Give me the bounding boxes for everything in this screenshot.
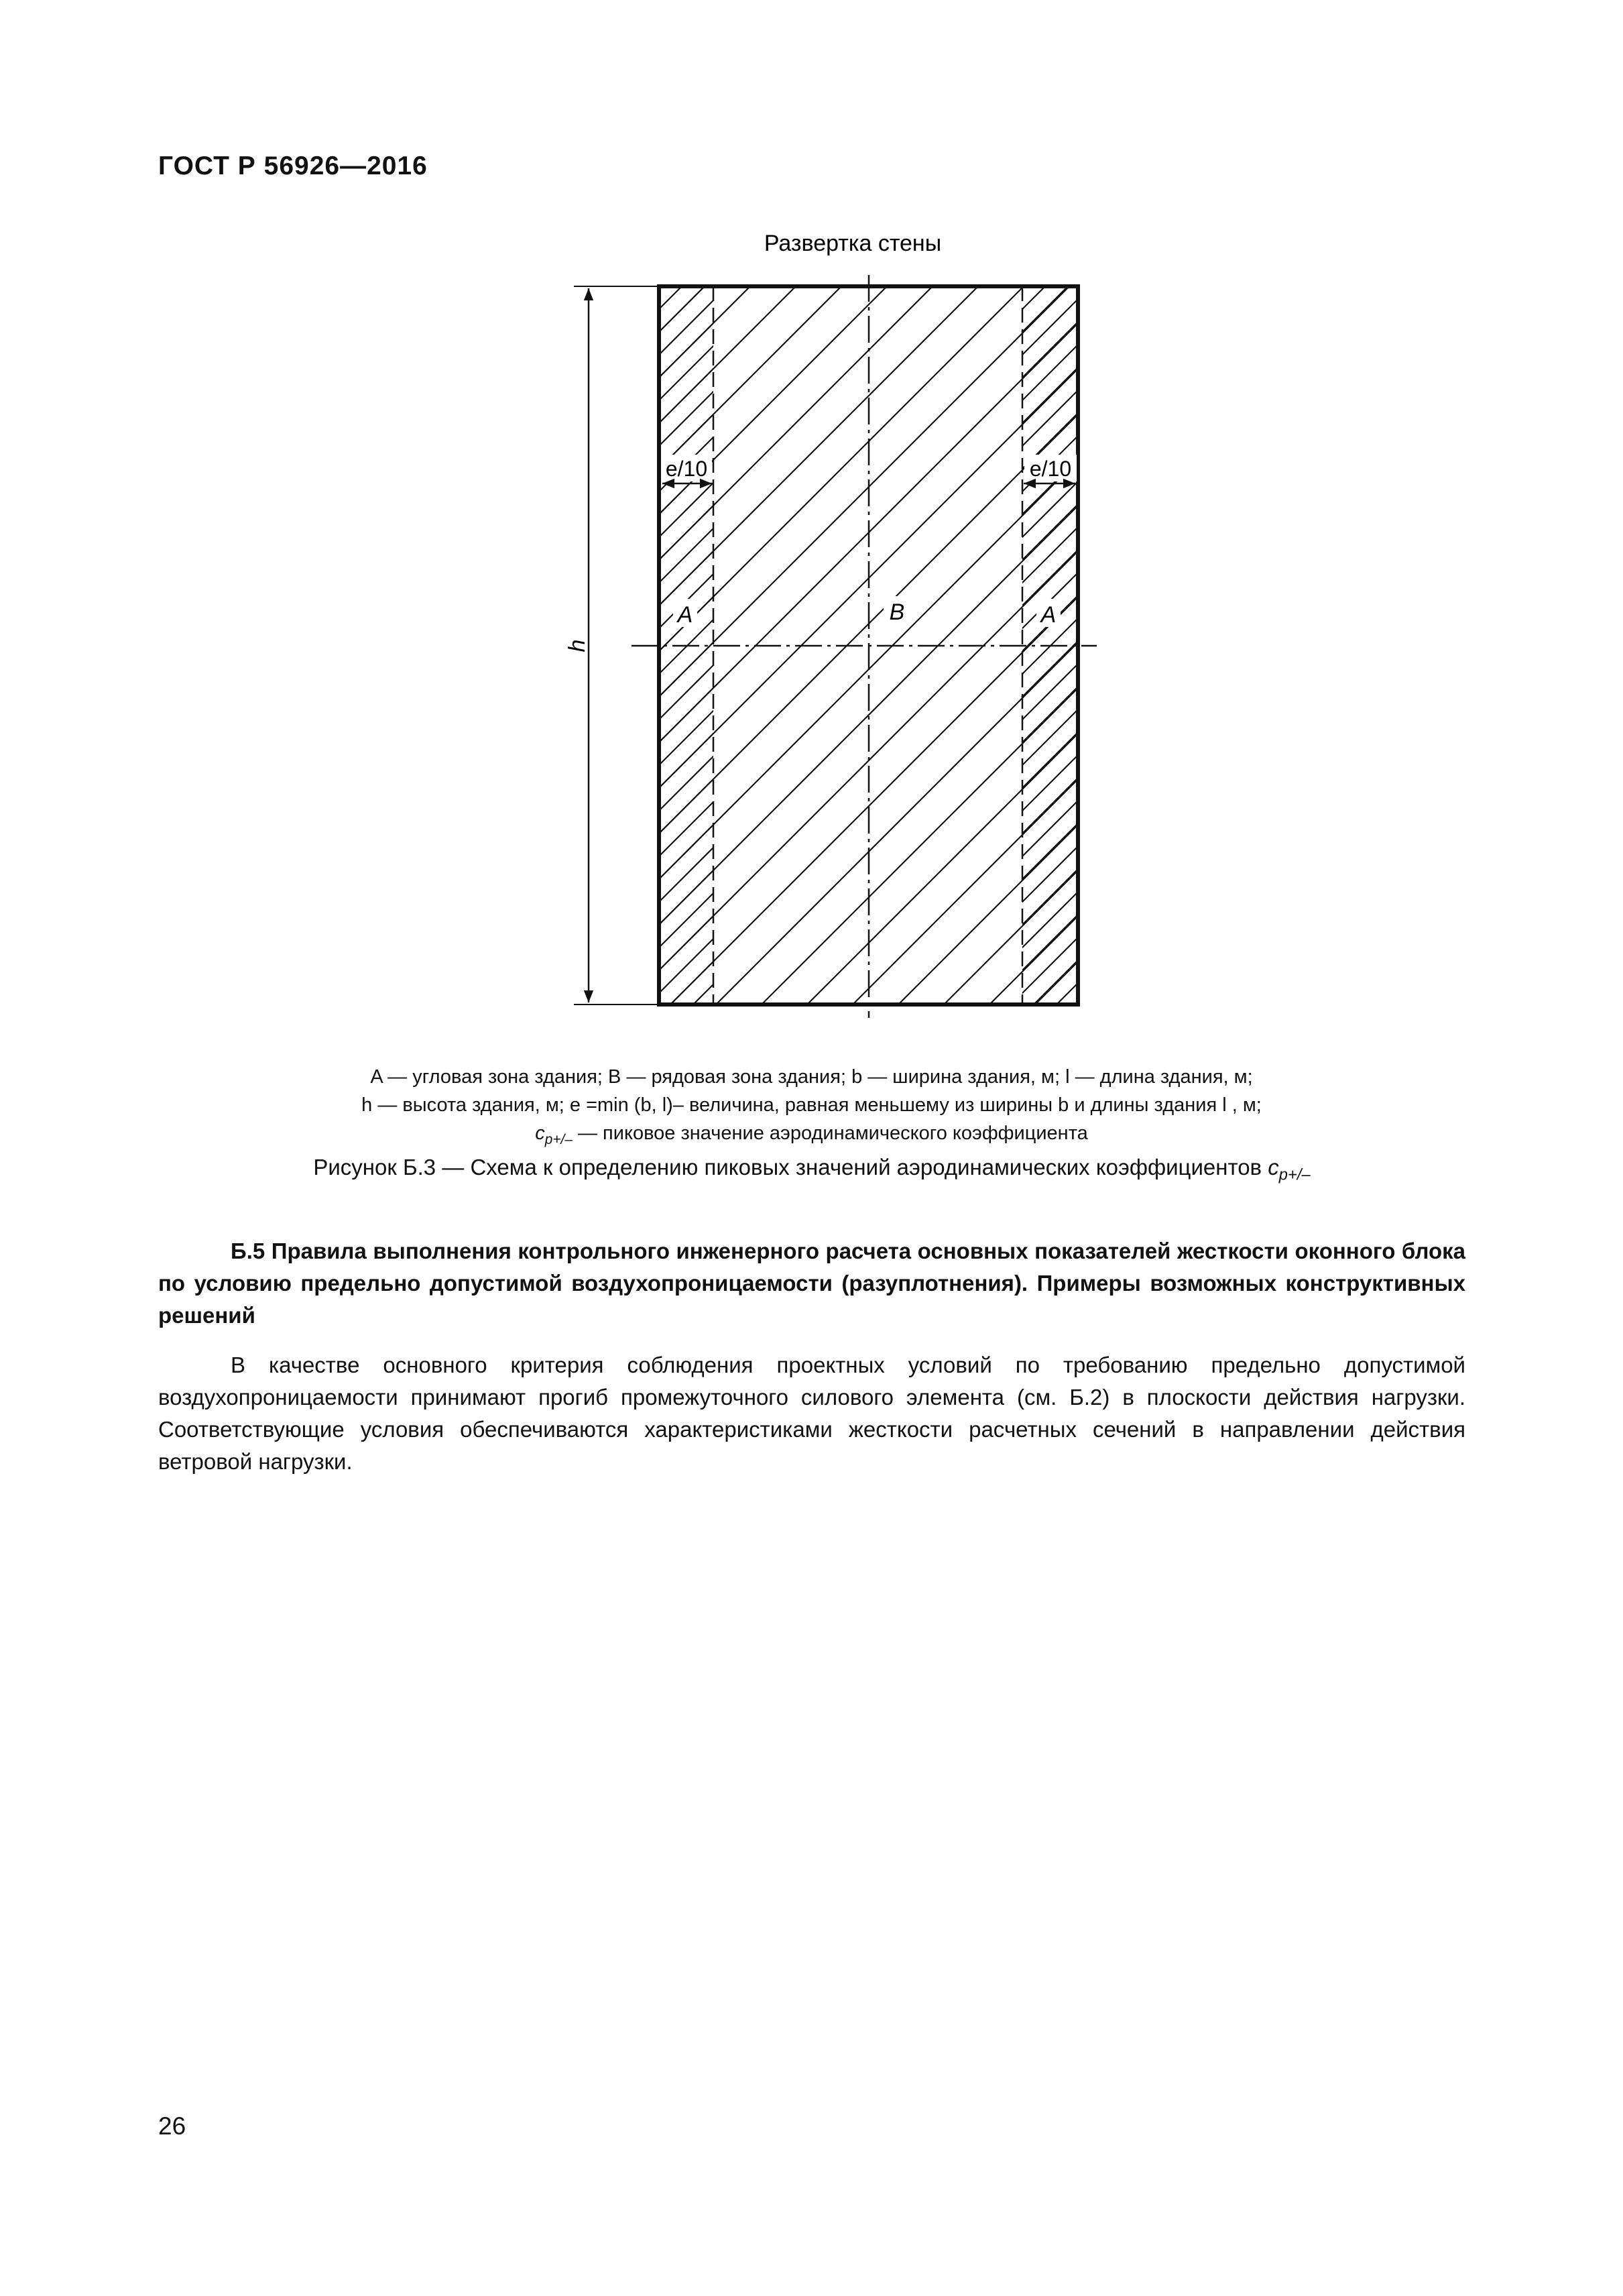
hatch-line [0,286,708,1005]
hatch-line [1400,286,1623,1005]
hatch-line [1537,286,1623,1005]
hatch-line [1262,286,1623,1005]
hatch-line [1309,286,1623,1005]
hatch-line [1307,286,1623,1005]
hatch-line [1081,286,1623,1005]
hatch-line [1034,286,1623,1005]
hatch-line [806,286,1524,1005]
hatch-line [1035,286,1623,1005]
hatch-line [1581,286,1623,1005]
legend-line-1: A — угловая зона здания; B — рядовая зона здания; b — ширина здания, м; l — длина здания, м; [370,1066,1253,1088]
section-body: В качестве основного критерия соблюдения проектных условий по требованию предельно допустимой воздухопроницаемости принимают прогиб промежуточного силового элемента (см. Б.2) в плоскости действия нагрузки. Соответствующие условия обеспечиваются характеристиками жесткости расчетных сечений в направлении действия ветровой нагрузки. [158,1353,1465,1474]
hatch-line [0,286,708,1005]
hatch-line [1354,286,1623,1005]
hatch-line [921,286,1623,1005]
hatch-line [1467,286,1623,1005]
caption-symbol: c [1268,1155,1279,1180]
hatch-line [1058,286,1623,1005]
hatch-line [1217,286,1623,1005]
hatch-line [1512,286,1623,1005]
zone-label-a-right: A [1040,602,1057,628]
hatch-line [1558,286,1623,1005]
hatch-line [1011,286,1623,1005]
hatch-line [760,286,1478,1005]
figure-caption [158,1155,1465,1185]
hatch-line [1102,286,1623,1005]
figure-title: Развертка стены [764,231,942,256]
legend-symbol: c [535,1123,545,1144]
legend-line-3 [201,1119,1422,1154]
legend-symbol-sub: p+/– [544,1131,573,1147]
height-label: h [564,639,590,652]
hatch-line [807,286,1525,1005]
hatch-line [1217,286,1623,1005]
hatch-line [1149,286,1623,1005]
hatch-line [0,286,659,1005]
hatch-line [1103,286,1623,1005]
hatch-line [1035,286,1623,1005]
hatch-line [1286,286,1623,1005]
hatch-line [1309,286,1623,1005]
hatch-line [1195,286,1623,1005]
hatch-line [1423,286,1623,1005]
figure-legend [201,1063,1422,1154]
hatch-line [1057,286,1623,1005]
hatch-line [1331,286,1623,1005]
hatch-line [1172,286,1623,1005]
hatch-line [1126,286,1623,1005]
zone-label-b: B [889,599,905,625]
hatch-line [1490,286,1623,1005]
hatch-line [1170,286,1623,1005]
caption-text: Рисунок Б.3 — Схема к определению пиковых значений аэродинамических коэффициентов [313,1155,1268,1180]
dim-label-right: e/10 [1029,457,1072,481]
hatch-line [1081,286,1623,1005]
hatch-line [1353,286,1623,1005]
hatch-line [1421,286,1623,1005]
hatch-line [1604,286,1623,1005]
legend-line-3-text: — пиковое значение аэродинамического коэффициента [572,1123,1088,1144]
hatch-line [1172,286,1623,1005]
hatch-line [1377,286,1623,1005]
hatch-line [1376,286,1623,1005]
dim-label-left: e/10 [665,457,708,481]
hatch-line [1240,286,1623,1005]
hatch-line [1193,286,1623,1005]
hatch-line [1148,286,1623,1005]
legend-line-2: h — высота здания, м; e =min (b, l)– величина, равная меньшему из ширины b и длины здания l , м; [361,1094,1262,1116]
hatch-line [1535,286,1623,1005]
document-header: ГОСТ Р 56926—2016 [158,152,428,180]
hatch-line [0,286,659,1005]
hatch-line [1216,286,1623,1005]
hatch-line [1263,286,1623,1005]
hatch-line [1012,286,1623,1005]
hatch-line [1444,286,1623,1005]
hatch-line [1582,286,1623,1005]
page-number: 26 [158,2112,186,2140]
section-heading: Б.5 Правила выполнения контрольного инженерного расчета основных показателей жесткости оконного блока по условию предельно допустимой воздухопроницаемости (разуплотнения). Примеры возможных конструктивных решений [158,1239,1465,1328]
hatch-line [1491,286,1623,1005]
hatch-line [1079,286,1623,1005]
hatch-line [9,286,727,1005]
zone-label-a-left: A [677,602,693,628]
caption-symbol-sub: p+/– [1278,1165,1311,1184]
hatch-line [1263,286,1623,1005]
hatch-line [1284,286,1623,1005]
hatch-line [1330,286,1623,1005]
hatch-line [1125,286,1623,1005]
hatch-line [1445,286,1623,1005]
hatch-line [1400,286,1623,1005]
hatch-line [1126,286,1623,1005]
hatch-line [1239,286,1623,1005]
hatch-line [1398,286,1623,1005]
hatch-line [1354,286,1623,1005]
